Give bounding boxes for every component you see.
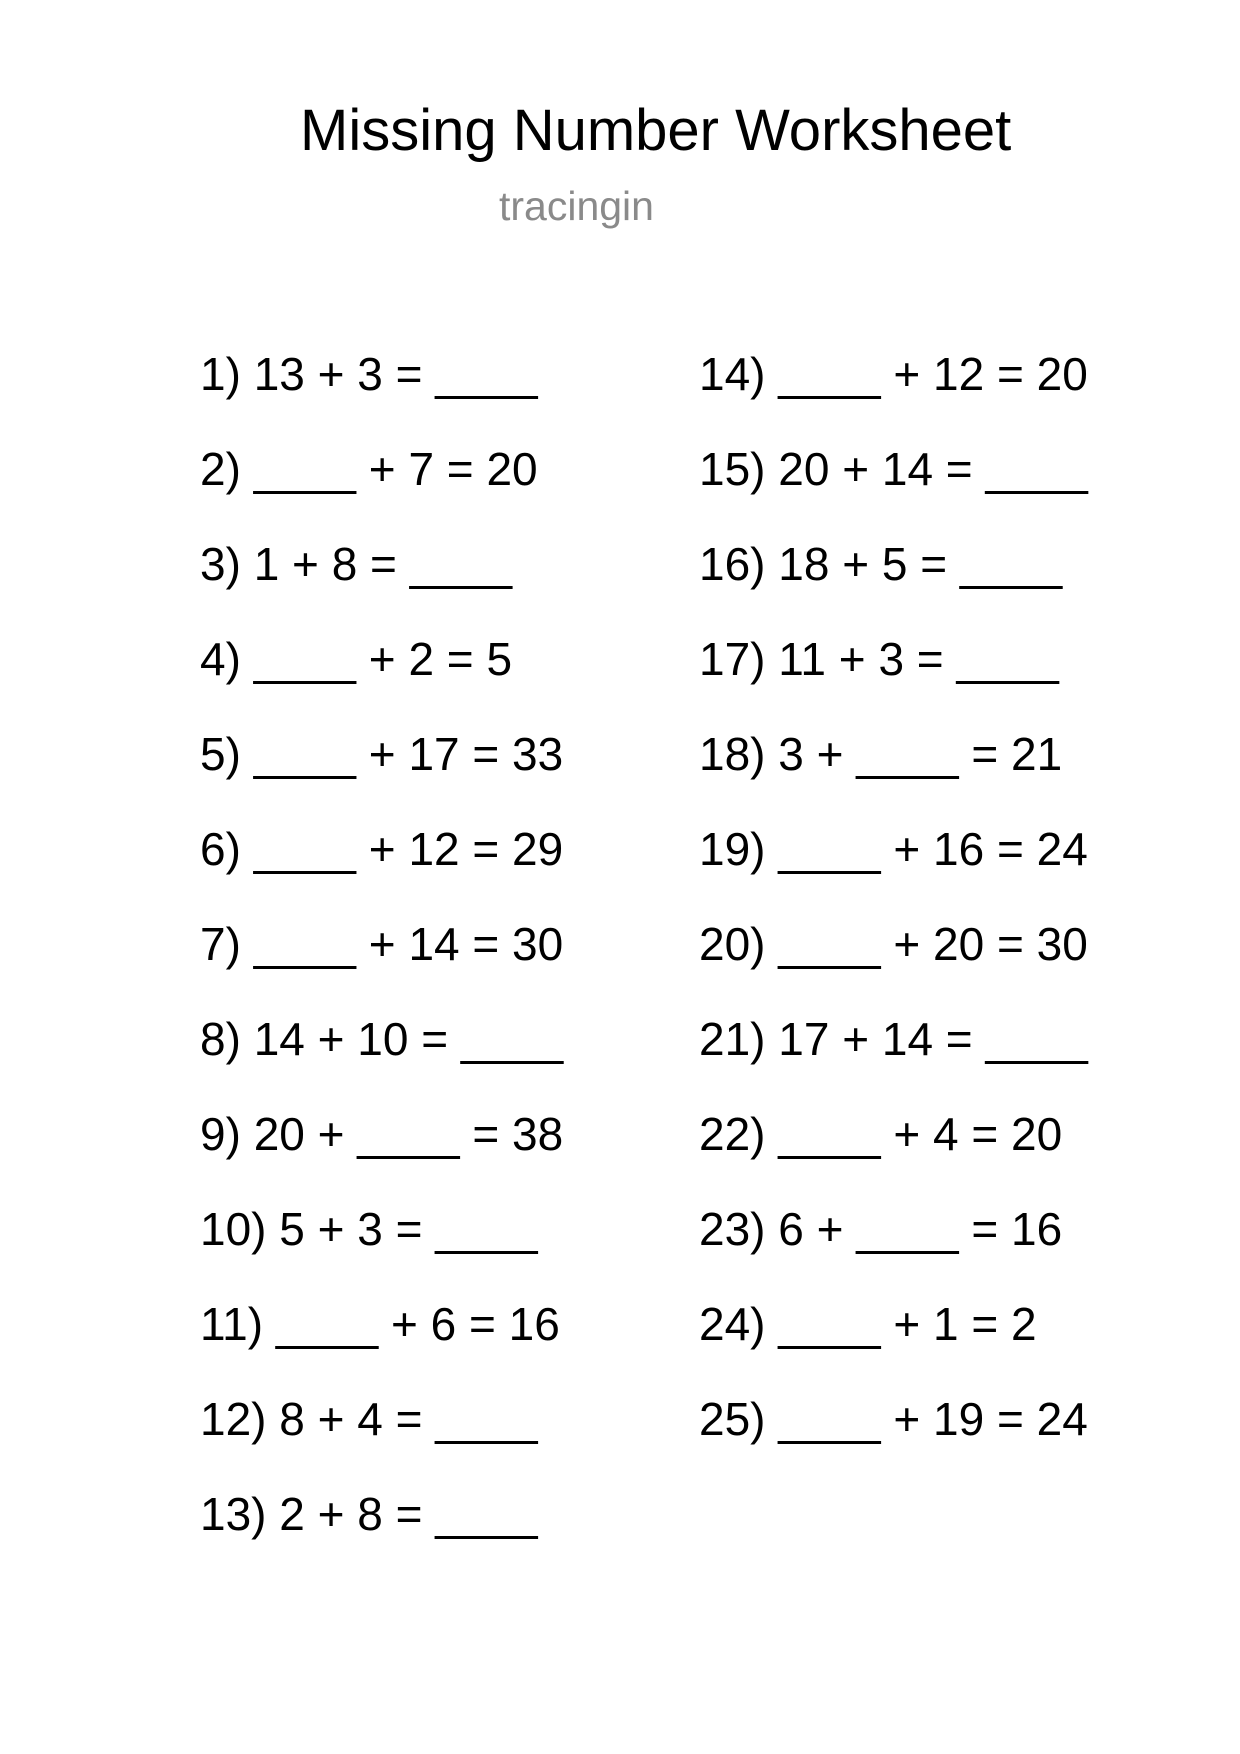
problem-equation: 17 + 14 = ____ — [778, 1013, 1088, 1065]
problem-number: 24) — [699, 1298, 766, 1350]
problem-number: 15) — [699, 443, 766, 495]
problem-number: 6) — [200, 823, 241, 875]
problem-equation: ____ + 16 = 24 — [778, 823, 1088, 875]
problem-equation: ____ + 19 = 24 — [778, 1393, 1088, 1445]
problem-equation: ____ + 6 = 16 — [275, 1298, 560, 1350]
problem-equation: 20 + 14 = ____ — [778, 443, 1088, 495]
problem-number: 2) — [200, 443, 241, 495]
problem-number: 21) — [699, 1013, 766, 1065]
problem-equation: ____ + 1 = 2 — [778, 1298, 1037, 1350]
problem-equation: 1 + 8 = ____ — [253, 538, 513, 590]
problem-20 — [699, 914, 1088, 1009]
problem-number: 25) — [699, 1393, 766, 1445]
problem-number: 3) — [200, 538, 241, 590]
problem-equation: 14 + 10 = ____ — [253, 1013, 564, 1065]
problem-equation: ____ + 12 = 29 — [253, 823, 564, 875]
problem-number: 19) — [699, 823, 766, 875]
problem-14 — [699, 344, 1088, 439]
problem-number: 5) — [200, 728, 241, 780]
problems-right-column — [699, 344, 1088, 1484]
problem-number: 23) — [699, 1203, 766, 1255]
problem-number: 11) — [200, 1298, 264, 1350]
problem-number: 22) — [699, 1108, 766, 1160]
problem-equation: 6 + ____ = 16 — [778, 1203, 1063, 1255]
problem-number: 12) — [200, 1393, 267, 1445]
problem-21 — [699, 1009, 1088, 1104]
problem-12 — [200, 1389, 563, 1484]
problem-7 — [200, 914, 563, 1009]
problem-equation: ____ + 17 = 33 — [253, 728, 564, 780]
problem-equation: ____ + 20 = 30 — [778, 918, 1088, 970]
problem-24 — [699, 1294, 1088, 1389]
problem-19 — [699, 819, 1088, 914]
problem-1 — [200, 344, 563, 439]
problem-number: 8) — [200, 1013, 241, 1065]
problem-equation: 13 + 3 = ____ — [253, 348, 538, 400]
problem-equation: 8 + 4 = ____ — [279, 1393, 538, 1445]
problem-equation: ____ + 4 = 20 — [778, 1108, 1063, 1160]
problem-number: 17) — [699, 633, 766, 685]
problem-18 — [699, 724, 1088, 819]
problem-23 — [699, 1199, 1088, 1294]
problem-number: 4) — [200, 633, 241, 685]
worksheet-title: Missing Number Worksheet — [300, 98, 1012, 163]
problem-9 — [200, 1104, 563, 1199]
problem-6 — [200, 819, 563, 914]
problem-equation: 3 + ____ = 21 — [778, 728, 1063, 780]
problem-equation: 11 + 3 = ____ — [778, 633, 1059, 685]
problem-11 — [200, 1294, 563, 1389]
problem-number: 9) — [200, 1108, 241, 1160]
problem-equation: 5 + 3 = ____ — [279, 1203, 538, 1255]
problem-number: 1) — [200, 348, 241, 400]
problem-number: 7) — [200, 918, 241, 970]
problem-equation: ____ + 12 = 20 — [778, 348, 1088, 400]
problem-17 — [699, 629, 1088, 724]
problem-number: 16) — [699, 538, 766, 590]
problem-25 — [699, 1389, 1088, 1484]
problem-10 — [200, 1199, 563, 1294]
problem-15 — [699, 439, 1088, 534]
problem-number: 20) — [699, 918, 766, 970]
problem-4 — [200, 629, 563, 724]
problem-equation: ____ + 14 = 30 — [253, 918, 564, 970]
problem-3 — [200, 534, 563, 629]
problem-5 — [200, 724, 563, 819]
problem-number: 10) — [200, 1203, 267, 1255]
problem-equation: 2 + 8 = ____ — [279, 1488, 538, 1540]
problem-22 — [699, 1104, 1088, 1199]
problem-16 — [699, 534, 1088, 629]
problem-equation: ____ + 2 = 5 — [253, 633, 513, 685]
problem-13 — [200, 1484, 563, 1579]
problem-number: 14) — [699, 348, 766, 400]
problems-left-column — [200, 344, 563, 1579]
worksheet-subtitle: tracingin — [499, 183, 654, 229]
problem-equation: 18 + 5 = ____ — [778, 538, 1063, 590]
problem-8 — [200, 1009, 563, 1104]
problem-2 — [200, 439, 563, 534]
problem-number: 13) — [200, 1488, 267, 1540]
problem-equation: ____ + 7 = 20 — [253, 443, 538, 495]
problem-number: 18) — [699, 728, 766, 780]
problem-equation: 20 + ____ = 38 — [253, 1108, 564, 1160]
